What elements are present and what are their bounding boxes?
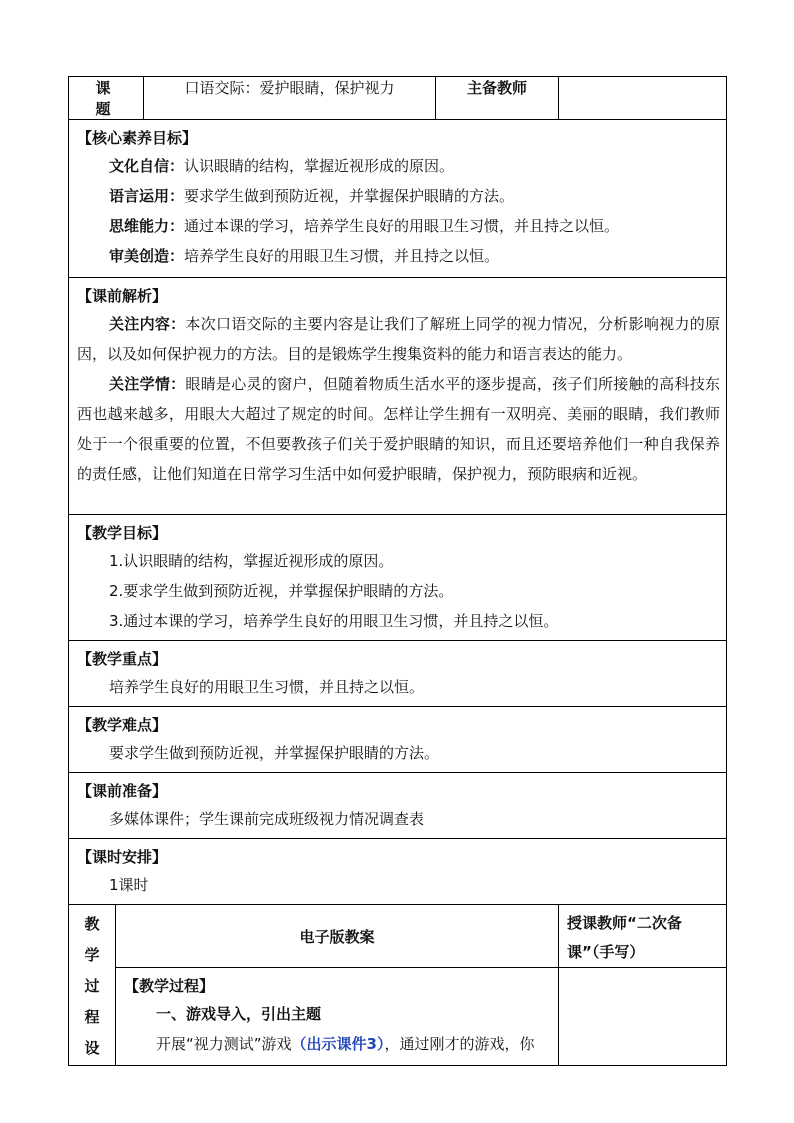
process-title: 【教学过程】 (124, 977, 215, 995)
step-title: 一、游戏导入，引出主题 (156, 1005, 322, 1023)
core-goal-item: 思维能力：通过本课的学习，培养学生良好的用眼卫生习惯，并且持之以恒。 (109, 217, 620, 235)
key-points-row (69, 641, 727, 707)
focus-situation-paragraph: 关注学情：眼睛是心灵的窗户，但随着物质生活水平的逐步提高，孩子们所接触的高科技东西也越来越多，用眼大大超过了规定的时间。怎样让学生拥有一双明亮、美丽的眼睛，我们教师处于一个很重要的位置，不但要教孩子们关于爱护眼睛的知识，而且还要培养他们一种自我保养的责任感，让他们知道在日常学习生活中如何爱护眼睛，保护视力，预防眼病和近视。 (77, 375, 721, 483)
lead-teacher-value[interactable] (559, 77, 727, 120)
pre-analysis-title: 【课前解析】 (77, 287, 168, 305)
preparation-text: 多媒体课件；学生课前完成班级视力情况调查表 (109, 810, 425, 828)
pre-analysis-row (69, 278, 727, 515)
header-row (69, 77, 727, 120)
schedule-title: 【课时安排】 (77, 848, 168, 866)
subject-label: 课 题 (69, 77, 144, 120)
electronic-plan-header: 电子版教案 (116, 905, 559, 968)
core-goals-title: 【核心素养目标】 (77, 129, 198, 147)
teaching-goal-item: 3.通过本课的学习，培养学生良好的用眼卫生习惯，并且持之以恒。 (109, 612, 559, 630)
teaching-goals-title: 【教学目标】 (77, 524, 168, 542)
lesson-plan-page (68, 76, 726, 1066)
second-preparation-header: 授课教师“二次备课”（手写） (559, 905, 727, 968)
key-points-title: 【教学重点】 (77, 650, 168, 668)
process-header-row (69, 905, 727, 968)
difficult-points-title: 【教学难点】 (77, 716, 168, 734)
preparation-title: 【课前准备】 (77, 782, 168, 800)
handwritten-notes-area[interactable] (559, 968, 727, 1066)
schedule-text: 1课时 (109, 876, 149, 894)
process-vertical-label: 教 学 过 程 设 (69, 905, 116, 1066)
preparation-row (69, 773, 727, 839)
difficult-points-text: 要求学生做到预防近视，并掌握保护眼睛的方法。 (109, 744, 440, 762)
teaching-goals-row (69, 515, 727, 641)
core-goal-item: 文化自信：认识眼睛的结构，掌握近视形成的原因。 (109, 157, 455, 175)
difficult-points-row (69, 707, 727, 773)
lesson-plan-table (68, 76, 727, 1066)
focus-content-paragraph: 关注内容：本次口语交际的主要内容是让我们了解班上同学的视力情况，分析影响视力的原因，以及如何保护视力的方法。目的是锻炼学生搜集资料的能力和语言表达的能力。 (77, 315, 721, 363)
teaching-goal-item: 2.要求学生做到预防近视，并掌握保护眼睛的方法。 (109, 582, 454, 600)
lesson-title: 口语交际：爱护眼睛，保护视力 (144, 77, 436, 120)
lead-teacher-label: 主备教师 (436, 77, 559, 120)
teaching-goal-item: 1.认识眼睛的结构，掌握近视形成的原因。 (109, 552, 394, 570)
key-points-text: 培养学生良好的用眼卫生习惯，并且持之以恒。 (109, 678, 425, 696)
courseware-reference: （出示课件3） (291, 1035, 385, 1053)
step-text: 开展“视力测试”游戏（出示课件3），通过刚才的游戏，你 (156, 1035, 535, 1053)
core-goal-item: 语言运用：要求学生做到预防近视，并掌握保护眼睛的方法。 (109, 187, 515, 205)
schedule-row (69, 839, 727, 905)
core-goal-item: 审美创造：培养学生良好的用眼卫生习惯，并且持之以恒。 (109, 247, 500, 265)
core-goals-row (69, 120, 727, 278)
process-body-row (69, 968, 727, 1066)
